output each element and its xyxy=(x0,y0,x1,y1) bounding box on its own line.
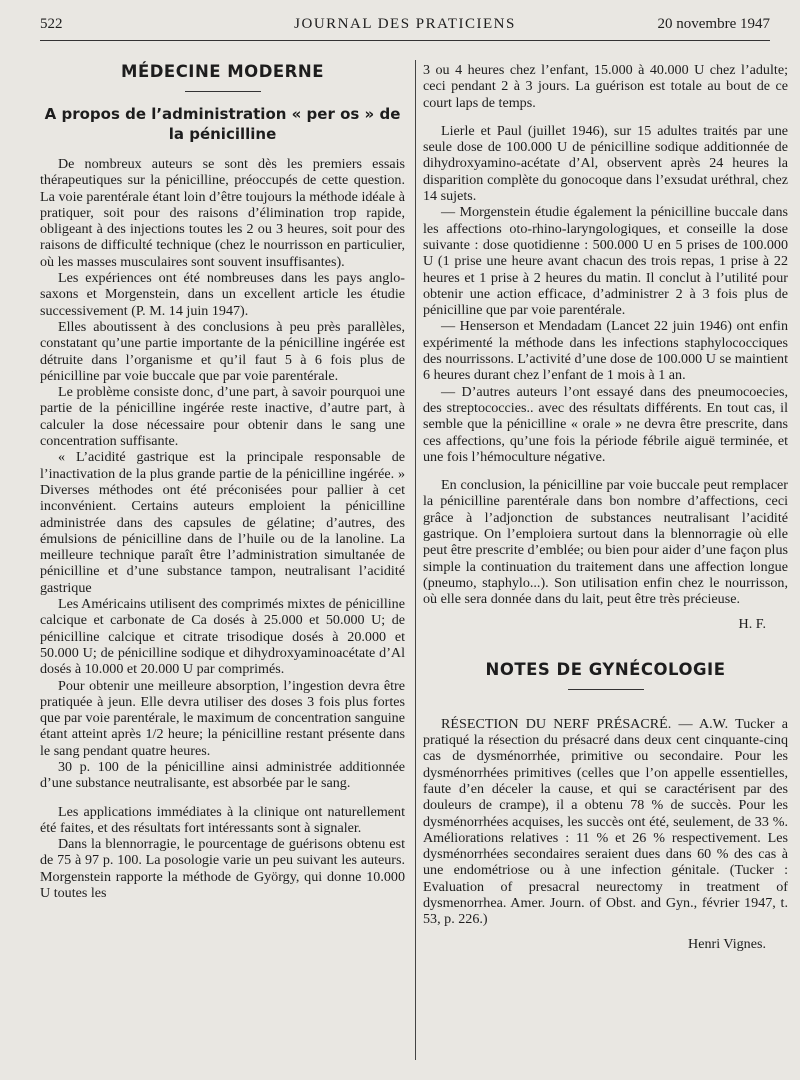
page-header xyxy=(40,10,770,41)
title-rule xyxy=(568,689,644,690)
paragraph: Pour obtenir une meilleure absorption, l’ingestion devra être pratiquée à jeun. Elle devra utiliser des doses 3 fois plus fortes que par voie parentérale, le maximum de concentration sanguine étant atteint après 1/2 heure; la pénicilline restant présente dans le sang pendant quatre heures. xyxy=(40,677,405,759)
section-title-medecine: MÉDECINE MODERNE xyxy=(121,62,324,81)
paragraph: En conclusion, la pénicilline par voie buccale peut remplacer la pénicilline parentérale dans bon nombre d’affections, ceci grâce à l’adjonction de substances neutralisant l’acidité gastrique. On l’emploiera surtout dans la blennorragie où elle peut être prescrite d’emblée; ou bien pour aider d’une façon plus simple la continuation du traitement dans une affection longue (pneumo, staphylo...). Son utilisation enfin chez le nourrisson, où elle sera donnée dans du lait, peut être très précieuse. xyxy=(423,477,788,608)
paragraph-resection: RÉSECTION DU NERF PRÉSACRÉ. — A.W. Tucker a pratiqué la résection du présacré dans deux cent cinquante-cinq cas de dysménorrhée, primitive ou secondaire. Pour les dysménorrhées primitives (celles que l’on appelle essentielles, faute d’en déceler la cause, et qui se caractérisent par des douleurs de crampe), il a obtenu 78 % de succès. Pour les dysménorrhées acquises, les succès ont été, seulement, de 33 %. Améliorations relatives : 11 % et 26 % respectivement. Les dysménorrhées secondaires seraient dues dans 60 % des cas à une endométriose ou à une infection génitale. (Tucker : Evaluation of presacral neurectomy in treatment of dysmenorrhea. Amer. Journ. of Obst. and Gyn., février 1947, t. 53, p. 226.) xyxy=(423,715,788,928)
issue-date: 20 novembre 1947 xyxy=(657,16,770,32)
page-number: 522 xyxy=(40,16,63,32)
paragraph: « L’acidité gastrique est la principale responsable de l’inactivation de la plus grande partie de la pénicilline ingérée. » Diverses méthodes ont été préconisées pour pallier à cet inconvénient. Certains auteurs emploient la pénicilline administrée dans des capsules de gélatine; d’autres, des émulsions de pénicilline dans de l’huile ou de la lanoline. La meilleure technique paraît être l’administration simultanée de pénicilline et d’une substance tampon, neutralisant l’acidité gastrique xyxy=(40,449,405,596)
paragraph: Le problème consiste donc, d’une part, à savoir pourquoi une partie de la pénicilline ingérée reste inactive, d’autre part, à calculer la dose nécessaire pour obtenir dans le sang une concentration suffisante. xyxy=(40,384,405,450)
paragraph: Les Américains utilisent des comprimés mixtes de pénicilline calcique et carbonate de Ca dosés à 25.000 et 50.000 U; de pénicilline calcique et citrate trisodique dosés à 20.000 et 50.000 U; de pénicilline sodique et dihydroxyaminoacétate d’Al dosés à 10.000 et 20.000 U par comprimés. xyxy=(40,596,405,678)
paragraph: Les expériences ont été nombreuses dans les pays anglo-saxons et Morgenstein, dans un excellent article les étudie successivement (P. M. 14 juin 1947). xyxy=(40,270,405,319)
article-title: A propos de l’administration « per os » de la pénicilline xyxy=(44,105,401,143)
paragraph: 3 ou 4 heures chez l’enfant, 15.000 à 40.000 U chez l’adulte; ceci pendant 2 à 3 jours. La guérison est totale au bout de ce court laps de temps. xyxy=(423,62,788,111)
column-divider xyxy=(415,60,416,1060)
paragraph: 30 p. 100 de la pénicilline ainsi administrée additionnée d’une substance neutralisante, est absorbée par le sang. xyxy=(40,758,405,792)
paragraph: — D’autres auteurs l’ont essayé dans des pneumocoecies, des streptococcies.. avec des résultats différents. En tout cas, il semble que la pénicilline « orale » ne devra être prescrite, dans ces affections, qu’une fois la période fébrile aiguë terminée, et une fois l’hémoculture négative. xyxy=(423,383,788,465)
section-title-gynecologie: NOTES DE GYNÉCOLOGIE xyxy=(485,659,726,679)
journal-title: JOURNAL DES PRATICIENS xyxy=(294,16,516,32)
title-rule xyxy=(185,91,261,92)
paragraph: — Morgenstein étudie également la pénicilline buccale dans les affections oto-rhino-laryngologiques, et conseille la dose suivante : dose quotidienne : 500.000 U en 5 prises de 100.000 U (1 prise une heure avant chacun des trois repas, 1 prise à 22 heures et 1 prise à 2 heures du matin. Il conclut à l’utilité pour obtenir une action efficace, d’administrer 2 à 3 fois plus de pénicilline que par voie parentérale. xyxy=(423,204,788,319)
paragraph: Lierle et Paul (juillet 1946), sur 15 adultes traités par une seule dose de 100.000 U de pénicilline sodique additionnée de dihydroxyamino-acétate d’Al, observent après 24 heures la disparition complète du gonocoque dans l’exsudat uréthral, chez 14 sujets. xyxy=(423,122,788,205)
right-column xyxy=(423,62,788,952)
paragraph: — Henserson et Mendadam (Lancet 22 juin 1946) ont enfin expérimenté la méthode dans les infections staphylococciques des nourrissons. L’activité d’une dose de 100.000 U se maintient 6 heures durant chez l’enfant de 1 mois à 1 an. xyxy=(423,318,788,384)
left-column xyxy=(40,62,405,901)
signature-author: Henri Vignes. xyxy=(688,935,766,952)
paragraph: De nombreux auteurs se sont dès les premiers essais thérapeutiques sur la pénicilline, préoccupés de cette question. La voie parentérale étant loin d’être toujours la méthode idéale à pratiquer, soit pour des raisons d’élimination trop rapide, obligeant à des injections toutes les 2 ou 3 heures, soit pour des raisons de difficulté technique (chez le nourrisson en particulier, où les masses musculaires sont souvent insuffisantes). xyxy=(40,156,405,270)
paragraph: Les applications immédiates à la clinique ont naturellement été faites, et des résultats fort intéressants sont à signaler. xyxy=(40,803,405,836)
signature: H. F. xyxy=(738,615,766,632)
paragraph: Dans la blennorragie, le pourcentage de guérisons obtenu est de 75 à 97 p. 100. La posologie varie un peu suivant les auteurs. Morgenstein rapporte la méthode de György, qui donne 10.000 U toutes les xyxy=(40,836,405,902)
paragraph: Elles aboutissent à des conclusions à peu près parallèles, constatant qu’une partie importante de la pénicilline ingérée est détruite dans l’organisme et qu’il faut 5 à 6 fois plus de pénicilline par voie buccale que par voie parentérale. xyxy=(40,318,405,384)
